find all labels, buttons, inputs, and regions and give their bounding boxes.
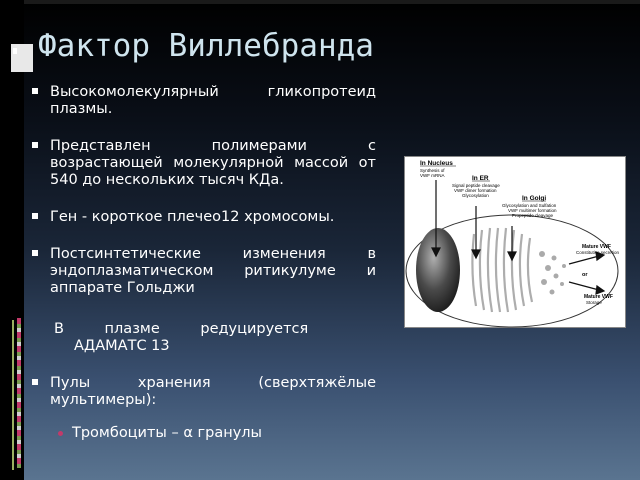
decor-stripe bbox=[17, 318, 21, 468]
plasma-line-1: В плазме редуцируется bbox=[54, 321, 309, 337]
nucleus-text: VWF mRNA bbox=[420, 173, 445, 178]
er-text: Signal peptide cleavage bbox=[452, 183, 500, 188]
er-text: Glycosylation bbox=[462, 193, 489, 198]
plasma-text bbox=[30, 321, 376, 355]
er-label: In ER bbox=[472, 175, 489, 182]
decor-stripe bbox=[11, 44, 33, 72]
golgi-text: VWF multimer formation bbox=[508, 208, 557, 213]
or-label: or bbox=[582, 272, 588, 278]
top-bar bbox=[0, 0, 640, 4]
bullet-item: Высокомолекулярный гликопротеид плазмы. bbox=[30, 84, 376, 118]
slide-title: Фактор Виллебранда bbox=[38, 28, 374, 64]
golgi-text: Glycosylation and Sulfation bbox=[502, 203, 557, 208]
bullet-item: Представлен полимерами с возрастающей молекулярной массой от 540 до нескольких тысяч КДа. bbox=[30, 138, 376, 189]
bullet-item: Пулы хранения (сверхтяжёлые мультимеры): bbox=[30, 375, 376, 409]
diagram-svg bbox=[404, 156, 626, 328]
secretion-label: Constitutive secretion bbox=[576, 250, 620, 255]
bullet-item: Постсинтетические изменения в эндоплазматическом ритикулуме и аппарате Гольджи bbox=[30, 246, 376, 297]
vwf-synthesis-diagram bbox=[404, 156, 626, 328]
mature-vwf-label: Mature VWF bbox=[582, 244, 611, 250]
storage-label: Storage bbox=[586, 300, 602, 305]
decor-stripe bbox=[17, 44, 22, 72]
nucleus-label: In Nucleus bbox=[420, 160, 453, 167]
nucleus-text: Synthesis of bbox=[420, 168, 445, 173]
er-text: VWF dimer formation bbox=[454, 188, 497, 193]
golgi-text: Propeptide cleavage bbox=[512, 213, 554, 218]
mature-vwf-label: Mature VWF bbox=[584, 294, 613, 300]
bullet-item: Ген - короткое плечео12 хромосомы. bbox=[30, 209, 376, 226]
plasma-line-2: АДАМАТС 13 bbox=[74, 338, 170, 354]
decor-stripe bbox=[12, 320, 14, 470]
nucleus-shape bbox=[416, 228, 460, 312]
golgi-label: In Golgi bbox=[522, 195, 547, 202]
slide-body bbox=[30, 84, 376, 442]
sub-bullet-item: Тромбоциты – α гранулы bbox=[30, 425, 376, 442]
